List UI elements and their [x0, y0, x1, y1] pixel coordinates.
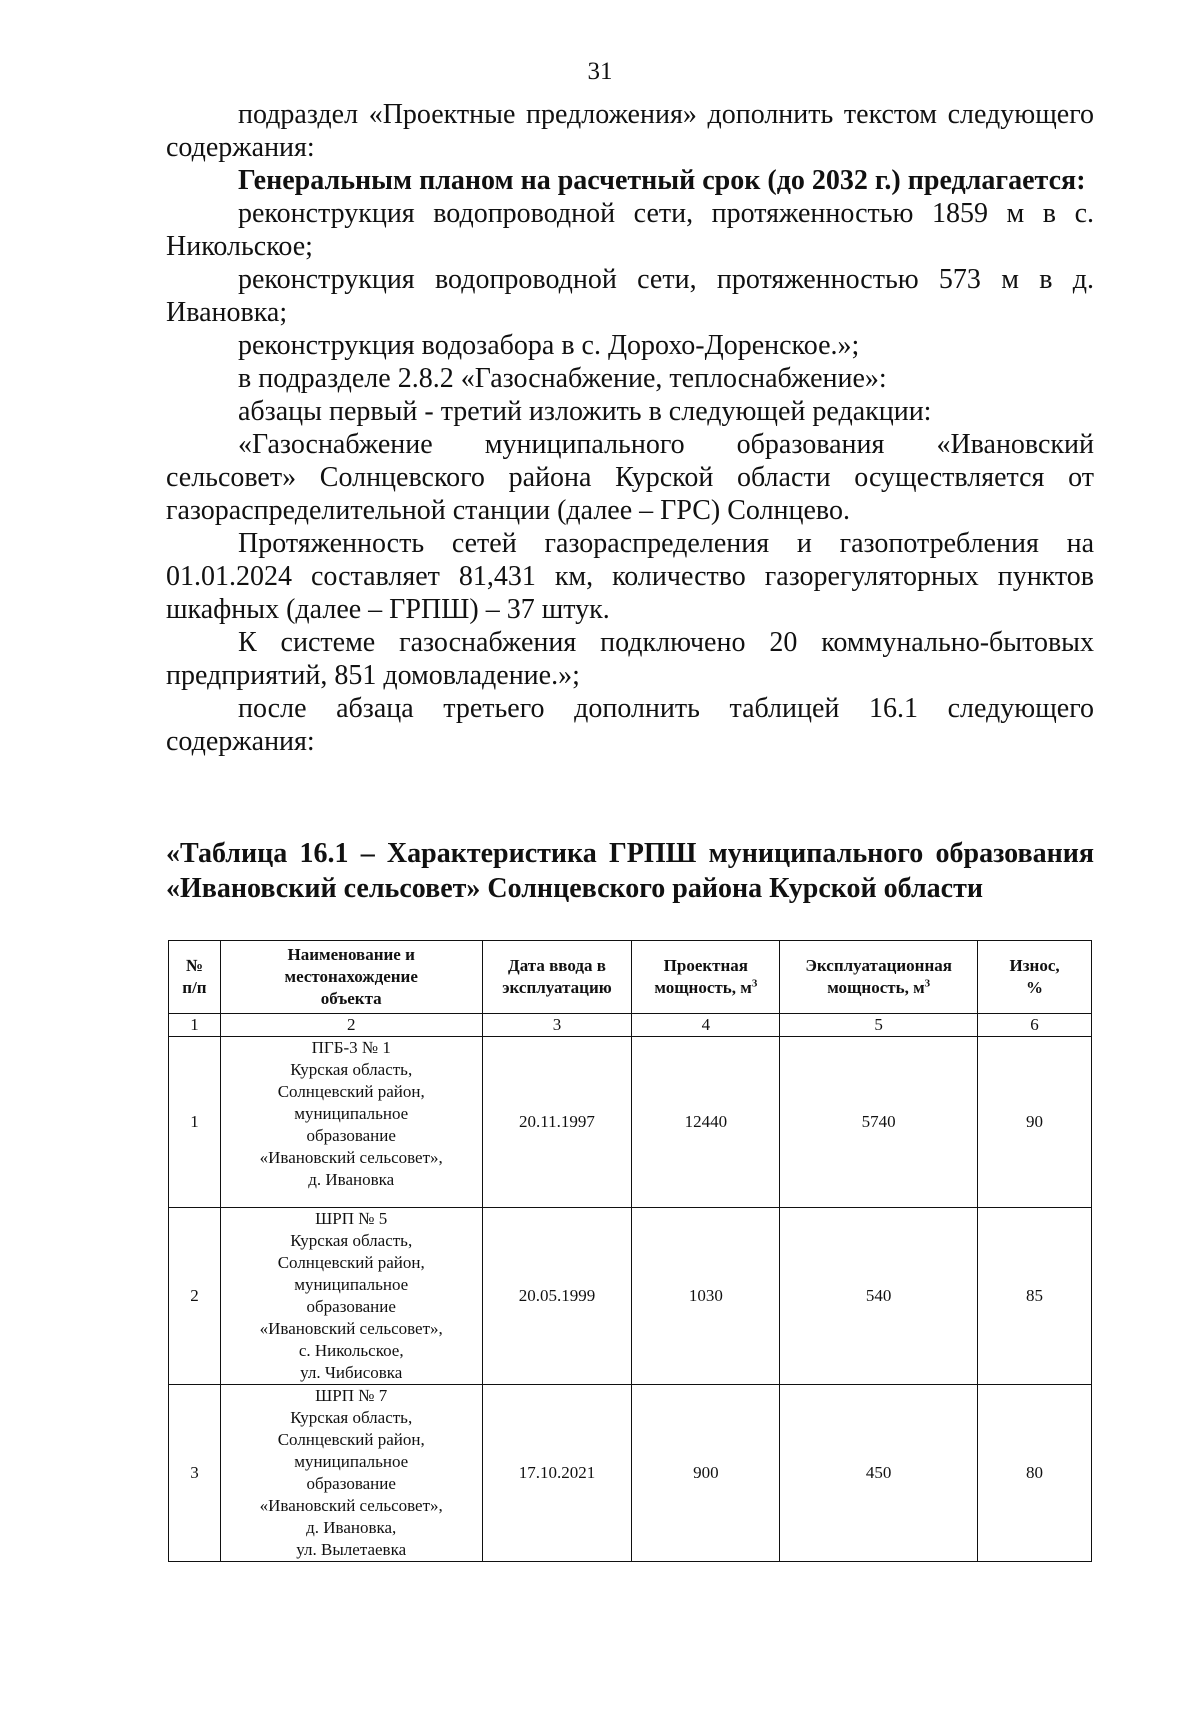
cell-operational-capacity: 5740 [780, 1037, 978, 1208]
cell-wear: 90 [978, 1037, 1092, 1208]
header-date: Дата ввода в эксплуатацию [482, 941, 632, 1014]
column-number: 1 [169, 1014, 221, 1037]
header-num: № п/п [169, 941, 221, 1014]
cell-num: 1 [169, 1037, 221, 1208]
paragraph: абзацы первый - третий изложить в следующей редакции: [238, 396, 932, 427]
paragraph: реконструкция водопроводной сети, протяженностью 1859 м в с. Никольское; [166, 198, 1094, 262]
column-number: 6 [978, 1014, 1092, 1037]
column-number: 5 [780, 1014, 978, 1037]
cell-operational-capacity: 540 [780, 1208, 978, 1385]
column-number: 2 [220, 1014, 482, 1037]
paragraph: реконструкция водозабора в с. Дорохо-Доренское.»; [238, 330, 860, 361]
paragraph: после абзаца третьего дополнить таблицей 16.1 следующего содержания: [166, 693, 1094, 757]
cell-design-capacity: 900 [632, 1385, 780, 1562]
cell-num: 2 [169, 1208, 221, 1385]
cell-date: 20.11.1997 [482, 1037, 632, 1208]
grpsh-table [168, 940, 1092, 1562]
column-number-row [169, 1014, 1092, 1037]
paragraph-bold: Генеральным планом на расчетный срок (до 2032 г.) предлагается: [238, 165, 1086, 196]
paragraph: подраздел «Проектные предложения» дополнить текстом следующего содержания: [166, 99, 1094, 163]
cell-design-capacity: 12440 [632, 1037, 780, 1208]
cell-date: 20.05.1999 [482, 1208, 632, 1385]
paragraph: К системе газоснабжения подключено 20 коммунально-бытовых предприятий, 851 домовладение.»; [166, 627, 1094, 691]
paragraph: реконструкция водопроводной сети, протяженностью 573 м в д. Ивановка; [166, 264, 1094, 328]
cell-date: 17.10.2021 [482, 1385, 632, 1562]
table-row [169, 1037, 1092, 1208]
header-operational-capacity: Эксплуатационная мощность, $м^3$ [780, 941, 978, 1014]
cell-operational-capacity: 450 [780, 1385, 978, 1562]
cell-wear: 80 [978, 1385, 1092, 1562]
body-text [166, 98, 1094, 758]
paragraph: в подразделе 2.8.2 «Газоснабжение, теплоснабжение»: [238, 363, 887, 394]
page-number: 31 [587, 58, 613, 85]
cell-name: ПГБ-3 № 1 Курская область, Солнцевский район, муниципальное образование «Ивановский сельсовет», д. Ивановка [220, 1037, 482, 1208]
cell-name: ШРП № 5 Курская область, Солнцевский район, муниципальное образование «Ивановский сельсовет», с. Никольское, ул. Чибисовка [220, 1208, 482, 1385]
paragraph: Протяженность сетей газораспределения и газопотребления на 01.01.2024 составляет 81,431 км, количество газорегуляторных пунктов шкафных (далее – ГРПШ) – 37 штук. [166, 528, 1094, 625]
header-wear: Износ, % [978, 941, 1092, 1014]
cell-wear: 85 [978, 1208, 1092, 1385]
header-design-capacity: Проектная мощность, $м^3$ [632, 941, 780, 1014]
table-row [169, 1385, 1092, 1562]
table-row [169, 1208, 1092, 1385]
cell-num: 3 [169, 1385, 221, 1562]
paragraph: «Газоснабжение муниципального образования «Ивановский сельсовет» Солнцевского района Курской области осуществляется от газораспределительной станции (далее – ГРС) Солнцево. [166, 429, 1094, 526]
cell-name: ШРП № 7 Курская область, Солнцевский район, муниципальное образование «Ивановский сельсовет», д. Ивановка, ул. Вылетаевка [220, 1385, 482, 1562]
column-number: 3 [482, 1014, 632, 1037]
table-header-row [169, 941, 1092, 1014]
cell-design-capacity: 1030 [632, 1208, 780, 1385]
header-name: Наименование и местонахождение объекта [220, 941, 482, 1014]
table-title: «Таблица 16.1 – Характеристика ГРПШ муниципального образования «Ивановский сельсовет» Солнцевского района Курской области [166, 838, 1094, 904]
column-number: 4 [632, 1014, 780, 1037]
